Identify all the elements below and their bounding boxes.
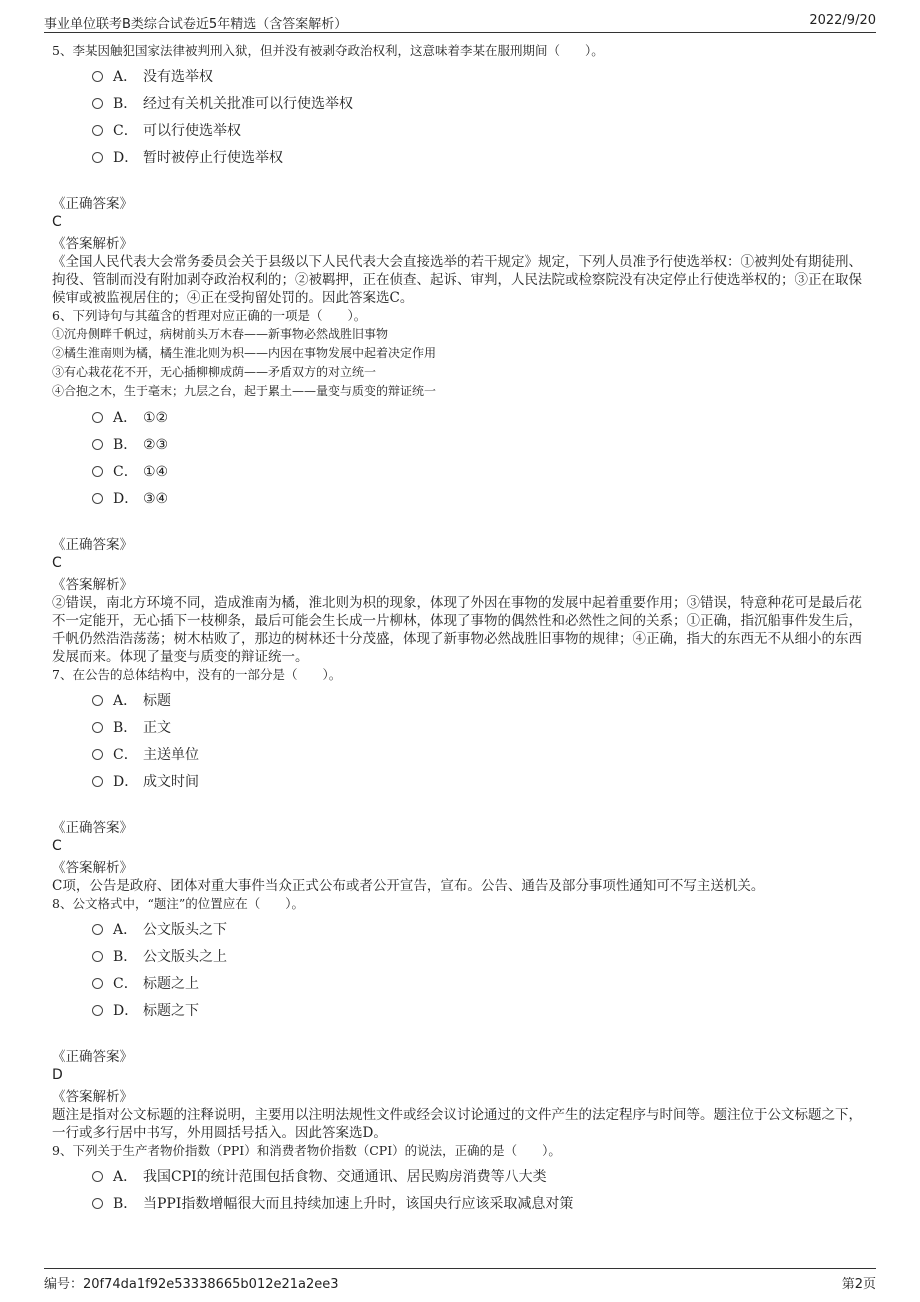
option-item[interactable]: [92, 64, 862, 91]
document-date: 2022/9/20: [809, 13, 876, 28]
option-label: C．: [113, 464, 138, 480]
correct-answer: D: [52, 1067, 63, 1083]
radio-button[interactable]: [92, 749, 103, 760]
option-text: 成文时间: [143, 774, 199, 790]
explanation-text: C项，公告是政府、团体对重大事件当众正式公布或者公开宣告，宣布。公告、通告及部分事项性通知可不写主送机关。: [52, 878, 765, 894]
radio-button[interactable]: [92, 924, 103, 935]
radio-button[interactable]: [92, 152, 103, 163]
option-item[interactable]: [92, 118, 862, 145]
option-label: B．: [113, 949, 138, 965]
question-stem: 9、下列关于生产者物价指数（PPI）和消费者物价指数（CPI）的说法，正确的是（ ）。: [52, 1143, 561, 1158]
answer-heading: 《正确答案》: [52, 1049, 133, 1065]
question-block: [52, 666, 862, 895]
option-item[interactable]: [92, 688, 862, 715]
option-item[interactable]: [92, 91, 862, 118]
radio-button[interactable]: [92, 1005, 103, 1016]
explanation-text: 《全国人民代表大会常务委员会关于县级以下人民代表大会直接选举的若干规定》规定，下列人员准予行使选举权：①被判处有期徒刑、拘役、管制而没有附加剥夺政治权利的；②被羁押，正在侦查、起诉、审判，人民法院或检察院没有决定停止行使选举权的；③正在取保候审或被监视居住的；④正在受拘留处罚的。因此答案选C。: [52, 254, 862, 306]
option-text: 没有选举权: [143, 69, 213, 85]
question-block: [52, 42, 862, 307]
answer-heading: 《正确答案》: [52, 196, 133, 212]
option-item[interactable]: [92, 145, 862, 172]
option-list: [52, 64, 862, 172]
explanation-text: 题注是指对公文标题的注释说明，主要用以注明法规性文件或经会议讨论通过的文件产生的法定程序与时间等。题注位于公文标题之下，一行或多行居中书写，外用圆括号括入。因此答案选D。: [52, 1107, 862, 1141]
option-label: A．: [113, 69, 138, 85]
radio-button[interactable]: [92, 776, 103, 787]
question-block: [52, 1142, 862, 1218]
option-text: 公文版头之下: [143, 922, 227, 938]
option-text: ②③: [143, 437, 169, 453]
option-text: 标题之上: [143, 976, 199, 992]
statement-item: ①沉舟侧畔千帆过，病树前头万木春——新事物必然战胜旧事物: [52, 327, 389, 341]
option-item[interactable]: [92, 971, 862, 998]
question-stem: 8、公文格式中，“题注”的位置应在（ ）。: [52, 896, 304, 911]
correct-answer: C: [52, 838, 62, 854]
option-text: ①④: [143, 464, 169, 480]
radio-button[interactable]: [92, 978, 103, 989]
option-text: 暂时被停止行使选举权: [143, 150, 283, 166]
statement-item: ④合抱之木，生于毫末；九层之台，起于累土——量变与质变的辩证统一: [52, 384, 437, 398]
option-text: 公文版头之上: [143, 949, 227, 965]
option-text: 我国CPI的统计范围包括食物、交通通讯、居民购房消费等八大类: [143, 1169, 547, 1185]
radio-button[interactable]: [92, 466, 103, 477]
correct-answer: C: [52, 555, 62, 571]
option-label: B．: [113, 1196, 138, 1212]
option-item[interactable]: [92, 1191, 862, 1218]
correct-answer: C: [52, 214, 62, 230]
option-text: 标题: [143, 693, 171, 709]
question-stem: 5、李某因触犯国家法律被判刑入狱，但并没有被剥夺政治权利，这意味着李某在服刑期间（ ）。: [52, 43, 604, 58]
option-item[interactable]: [92, 405, 862, 432]
option-label: A．: [113, 1169, 138, 1185]
option-label: A．: [113, 693, 138, 709]
explanation-heading: 《答案解析》: [52, 236, 133, 252]
option-text: 可以行使选举权: [143, 123, 241, 139]
option-item[interactable]: [92, 432, 862, 459]
question-block: [52, 895, 862, 1142]
statement-item: ③有心栽花花不开，无心插柳柳成荫——矛盾双方的对立统一: [52, 365, 377, 379]
radio-button[interactable]: [92, 412, 103, 423]
radio-button[interactable]: [92, 951, 103, 962]
option-item[interactable]: [92, 742, 862, 769]
radio-button[interactable]: [92, 722, 103, 733]
option-text: 当PPI指数增幅很大而且持续加速上升时，该国央行应该采取减息对策: [143, 1196, 574, 1212]
page-footer: [44, 1268, 876, 1291]
option-item[interactable]: [92, 459, 862, 486]
document-code: 编号：20f74da1f92e53338665b012e21a2ee3: [44, 1277, 339, 1292]
radio-button[interactable]: [92, 1171, 103, 1182]
option-item[interactable]: [92, 486, 862, 513]
answer-heading: 《正确答案》: [52, 537, 133, 553]
explanation-text: ②错误，南北方环境不同，造成淮南为橘，淮北则为枳的现象，体现了外因在事物的发展中起着重要作用；③错误，特意种花可是最后花不一定能开，无心插下一枝柳条，最后可能会生长成一片柳林，体现了事物的偶然性和必然性之间的关系；①正确，指沉船事件发生后，千帆仍然浩浩荡荡；树木枯败了，那边的树林还十分茂盛，体现了新事物必然战胜旧事物的规律；④正确，指大的东西无不从细小的东西发展而来。体现了量变与质变的辩证统一。: [52, 595, 862, 665]
option-list: [52, 405, 862, 513]
question-stem: 7、在公告的总体结构中，没有的一部分是（ ）。: [52, 667, 342, 682]
option-item[interactable]: [92, 769, 862, 796]
option-text: 标题之下: [143, 1003, 199, 1019]
option-list: [52, 1164, 862, 1218]
option-list: [52, 688, 862, 796]
radio-button[interactable]: [92, 125, 103, 136]
radio-button[interactable]: [92, 1198, 103, 1209]
option-item[interactable]: [92, 944, 862, 971]
option-item[interactable]: [92, 715, 862, 742]
option-text: 正文: [143, 720, 171, 736]
option-item[interactable]: [92, 998, 862, 1025]
explanation-heading: 《答案解析》: [52, 860, 133, 876]
option-text: ①②: [143, 410, 169, 426]
option-label: B．: [113, 437, 138, 453]
option-label: C．: [113, 747, 138, 763]
radio-button[interactable]: [92, 695, 103, 706]
radio-button[interactable]: [92, 439, 103, 450]
radio-button[interactable]: [92, 493, 103, 504]
question-stem: 6、下列诗句与其蕴含的哲理对应正确的一项是（ ）。: [52, 308, 367, 323]
question-block: [52, 307, 862, 666]
option-label: B．: [113, 720, 138, 736]
option-text: 主送单位: [143, 747, 199, 763]
explanation-heading: 《答案解析》: [52, 1089, 133, 1105]
option-label: D．: [113, 150, 139, 166]
option-text: ③④: [143, 491, 169, 507]
option-item[interactable]: [92, 917, 862, 944]
option-label: D．: [113, 774, 139, 790]
radio-button[interactable]: [92, 71, 103, 82]
option-list: [52, 917, 862, 1025]
option-label: A．: [113, 410, 138, 426]
option-label: C．: [113, 123, 138, 139]
option-text: 经过有关机关批准可以行使选举权: [143, 96, 353, 112]
option-item[interactable]: [92, 1164, 862, 1191]
question-list: [52, 42, 862, 1218]
explanation-heading: 《答案解析》: [52, 577, 133, 593]
radio-button[interactable]: [92, 98, 103, 109]
answer-heading: 《正确答案》: [52, 820, 133, 836]
option-label: C．: [113, 976, 138, 992]
page-number: 第2页: [841, 1277, 876, 1292]
option-label: D．: [113, 491, 139, 507]
option-label: B．: [113, 96, 138, 112]
document-title: 事业单位联考B类综合试卷近5年精选（含答案解析）: [44, 17, 348, 32]
statement-item: ②橘生淮南则为橘，橘生淮北则为枳——内因在事物发展中起着决定作用: [52, 346, 437, 360]
option-label: A．: [113, 922, 138, 938]
page-header: [44, 10, 876, 33]
option-label: D．: [113, 1003, 139, 1019]
